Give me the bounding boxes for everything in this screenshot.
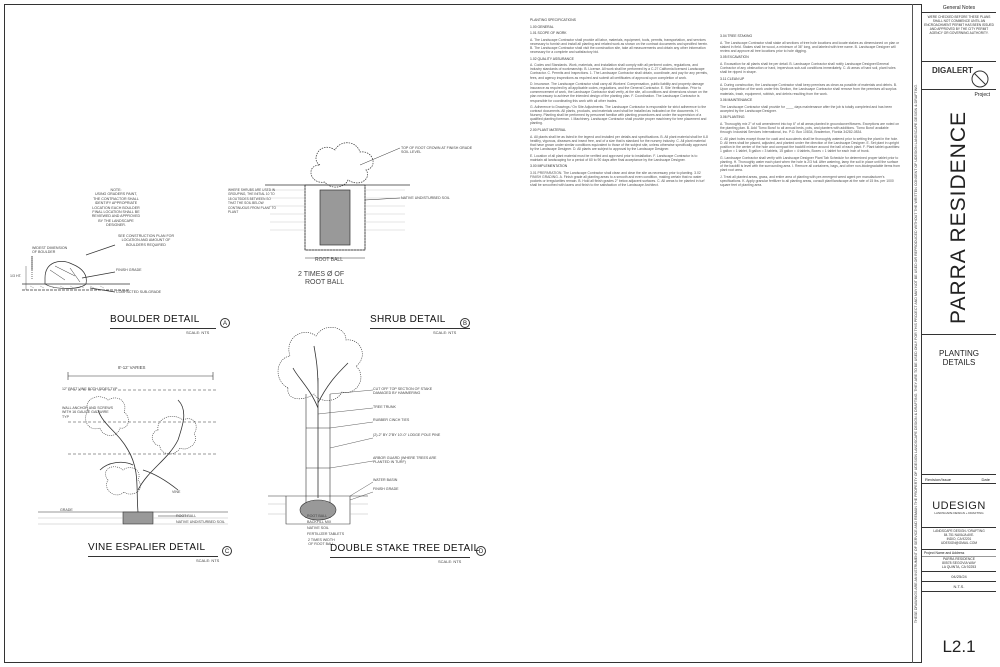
tree-cinch-label: RUBBER CINCH TIES bbox=[373, 418, 410, 422]
boulder-note-line: USING GRADERS PAINT, bbox=[94, 192, 138, 197]
digalert-logo bbox=[924, 63, 994, 89]
boulder-note-line: REVIEWED AND APPROVED bbox=[91, 214, 141, 219]
boulder-finish-grade-label: FINISH GRADE bbox=[116, 268, 142, 272]
shrub-title-underline bbox=[370, 328, 470, 329]
company-box bbox=[922, 484, 996, 528]
company-addr-line: LANDSCAPE DESIGN / DRAFTING bbox=[933, 529, 985, 533]
project-address-line: 80578 SEGOVIA WAY bbox=[942, 561, 976, 565]
project-label: Project bbox=[974, 92, 990, 98]
spec-paragraph: C. All plant holes except those for cacti and succulents shall be thoroughly watered prior to setting the plant in the hole. D. All trees shall be placed, adjusted, and planted under the direction of the Landscape Designer. E. Set plant in upright position in the center of the hole and compact the backfill mixture around the ball of each plant. F. Plant tablet quantities: 1 gallon = 1 tablet, 5 gallon = 3 tablets, 15 gallon = 4 tablets, Boxes = 1 tablet for each inch of trunk. bbox=[720, 136, 900, 154]
spec-heading: 3.11 CLEAN UP bbox=[720, 76, 745, 81]
boulder-note-line: BY THE LANDSCAPE bbox=[98, 218, 134, 223]
tree-cutoff-label: CUT OFF TOP SECTION OF STAKE DAMAGED BY HAMMERING bbox=[373, 387, 433, 396]
specs-column-1 bbox=[530, 18, 710, 638]
spec-paragraph: J. Treat all planted areas, grass, and entire area of planting with pre-emergent weed agent per manufacturer's specifications. K. Apply granular fertilizer to all planting areas, consult plant/landscape at the rate of 15 lbs. per 1000 square feet of planting area. bbox=[720, 174, 894, 187]
vine-detail-drawing bbox=[28, 370, 248, 530]
vine-scale: SCALE: NTS bbox=[196, 558, 220, 563]
tree-dim-line2: OF ROOT BALL bbox=[308, 542, 335, 547]
spec-paragraph: A. Thoroughly mix 2" of soil amendment into top 6" of all areas planted in groundcover/flowers. Exceptions are noted on the planting plan. B. Add 'Tomo Bond' to all annual beds, pots, and planters with additions. 'Tomo Bond' available through: Industrial Services International, Inc. P.O. Box 10834, Bradenton, Florida 34282-0834. bbox=[720, 122, 900, 135]
spec-heading: 3.06 PLANTING bbox=[720, 115, 745, 120]
boulder-note-line: THE CONTRACTOR SHALL bbox=[93, 196, 139, 201]
shrub-detail-drawing bbox=[260, 140, 460, 310]
spec-paragraph: 3.01 PREPARATION. The Landscape Contractor shall clean and clear the site as necessary prior to planting. 3.02 FINISH GRADING. A. Finish grade all planting areas to a smooth and even condition, making certain that no water pockets or irregularities remain. B. Hold all finish grades 2" below adjacent surfaces. C. All areas to be planted in turf shall be smoothed with lawns and finish to the satisfaction of the Landscape Architect. bbox=[530, 170, 705, 188]
digalert-box bbox=[922, 62, 996, 90]
spec-paragraph: G. Adherence to Drawings / On Site Adjustments. The Landscape Contractor is responsible for strict adherence to the contract documents. All plants, products, and materials used shall be installed as indicated on the documents. H. Nursery. Planting shall be performed by personnel familiar with planting procedures and under the supervision of a qualified planting foreman. I. Machinery. Landscape Contractor shall provide proper machinery for tree placement and planting. bbox=[530, 105, 707, 126]
spec-paragraph: A. During construction, the Landscape Contractor shall keep premises as clean as possible of materials and debris. B. Upon completion of the work under this Section, the Landscape Contractor shall remove from the premises all surplus materials, trash, equipment, rubbish, and debris resulting from the work. bbox=[720, 83, 897, 96]
vine-native-soil-label: NATIVE UNDISTURBED SOIL bbox=[176, 520, 225, 524]
revision-label: Revision/Issue bbox=[925, 477, 952, 482]
scale-row bbox=[922, 582, 996, 592]
tree-water-basin-label: WATER BASIN bbox=[373, 478, 398, 482]
sheet-number: L2.1 bbox=[942, 637, 976, 656]
boulder-note-line: FINAL LOCATION SHALL BE bbox=[92, 210, 140, 215]
scale-value: N.T.S. bbox=[953, 584, 965, 589]
spec-paragraph: A. The Landscape Contractor shall stake all sections of tree hole locations and locate stakes as dimensioned on plan or staked in field. Stakes shall be wood, a minimum of 36" long, and labeled with tree name. B. Landscape Designer will review and approve all tree locations prior to hole digging. bbox=[720, 40, 900, 53]
shrub-dim-line2: ROOT BALL bbox=[305, 279, 345, 286]
company-subtitle: LANDSCAPE DESIGN + DRAFTING bbox=[934, 511, 984, 515]
tree-scale: SCALE: NTS bbox=[438, 559, 462, 564]
company-addr-line: INDIO, CA 92201 bbox=[946, 537, 972, 541]
boulder-note-line: IDENTIFY APPROPRIATE bbox=[94, 201, 138, 206]
revision-row bbox=[922, 474, 996, 484]
spec-heading: PLANTING SPECIFICATIONS bbox=[530, 18, 576, 22]
date-value: 04/25/24 bbox=[951, 574, 967, 579]
tree-trunk-label: TREE TRUNK bbox=[373, 405, 396, 409]
spec-paragraph: E. Location of all plant material must be verified and approved prior to installation. F. Landscape Contractor is to maintain all landscaping for a period of 60 to 90 days after final acceptance by the Landscape Designer. bbox=[530, 153, 698, 162]
date-row bbox=[922, 572, 996, 582]
tree-pole-label: (2)-2" BY 2"BY 10'-0" LODGE POLE PINE bbox=[373, 433, 441, 437]
general-notes-heading: General Notes bbox=[922, 4, 996, 13]
spec-heading: 1.00 GENERAL bbox=[530, 24, 554, 29]
boulder-detail-marker: A bbox=[220, 318, 230, 328]
tree-finish-grade-label: FINISH GRADE bbox=[373, 487, 399, 491]
boulder-see-plan-label: SEE CONSTRUCTION PLAN FOR LOCATION AND AMOUNT OF BOULDERS REQUIRED bbox=[117, 234, 175, 247]
shrub-dim-line1: 2 TIMES Ø OF bbox=[298, 271, 345, 278]
shrub-detail-marker: B bbox=[460, 318, 470, 328]
boulder-detail-title: BOULDER DETAIL bbox=[110, 314, 200, 325]
spec-paragraph: A. Codes and Standards. Work, materials, and installation shall comply with all pertinent codes, regulations, and industry standards of workmanship. B. License. All work shall be performed by a C-27 California licensed Landscape Contractor. C. Permits and Inspections. 1. The Landscape Contractor shall obtain, coordinate, and pay for any permits, fees, and agency inspections as required and submit all certificates of approval upon completion of work. bbox=[530, 63, 708, 80]
tree-root-ball-label: ROOT BALL bbox=[307, 514, 328, 518]
boulder-title-underline bbox=[110, 328, 216, 329]
shrub-detail-title: SHRUB DETAIL bbox=[370, 314, 446, 325]
vine-label: VINE bbox=[172, 490, 181, 494]
boulder-scale: SCALE: NTS bbox=[186, 330, 210, 335]
spec-paragraph: G. Landscape Contractor shall verify with Landscape Designer Plant Tab Schedule for determined proper tablet prior to planting. H. Thoroughly water each plant when the hole is 2/3 full. After watering, lamp the soil in place until the surface of the backfill is level with the surrounding area. I. Remove all containers, bags, and other non-biodegradable items from plant root area. bbox=[720, 155, 900, 172]
tree-backfill-label: BACKFILL MIX bbox=[307, 520, 332, 524]
spec-heading: 2.00 PLANT MATERIAL bbox=[530, 128, 567, 133]
tree-arbor-guard-label: ARBOR GUARD (WHERE TREES ARE PLANTED IN TURF) bbox=[373, 456, 437, 465]
title-block bbox=[921, 4, 996, 663]
general-notes-text: WERE CHECKED BEFORE THESE PLANS SHALL NOT COMMENCE UNTIL AN ENCROACHMENT PERMIT HAS BEEN ISSUED AND APPROVED BY THE CITY PERMIT AGENCY OR GOVERNING AUTHORITY. bbox=[924, 15, 994, 35]
spec-heading: 1.02 QUALITY ASSURANCE bbox=[530, 56, 574, 61]
vine-title-underline bbox=[88, 556, 218, 557]
vine-detail-marker: C bbox=[222, 546, 232, 556]
divider bbox=[922, 334, 996, 335]
spec-paragraph: The Landscape Contractor shall provide for ____ days maintenance after the job is totally completed and has been accepted by the Landscape Designer. bbox=[720, 104, 893, 113]
date-label: Date bbox=[981, 477, 990, 482]
shrub-top-root-label: TOP OF ROOT CROWN AT FINISH GRADE SOIL LEVEL bbox=[401, 146, 473, 155]
copyright-text: THESE DRAWINGS ARE AN INSTRUMENT OF SERVICE AND REMAIN THE PROPERTY OF UDESIGN LANDSCAPE DESIGN & DRAFTING. THEY ARE TO BE USED ONLY FOR THIS PROJECT AND MAY NOT BE USED OR REPRODUCED WITHOUT THE WRITTEN CONSENT OF UDESIGN LANDSCAPE DESIGN & DRAFTING. bbox=[914, 83, 918, 623]
specs-column-2 bbox=[720, 34, 900, 634]
project-name-wrap bbox=[922, 99, 996, 324]
tree-fertilizer-label: FERTILIZER TABLETS bbox=[307, 532, 345, 536]
project-address-label: Project Name and Address bbox=[922, 550, 996, 557]
boulder-note-line: DESIGNER. bbox=[106, 223, 126, 228]
copyright-strip bbox=[912, 4, 921, 663]
spec-paragraph: A. Excavation for all plants shall be per detail. B. Landscape Contractor shall notify Landscape Designer/General Contractor of any obstruction or hard, impervious sub-soil conditions immediately. C. At areas of hard soil, plant holes shall be ripped in shape. bbox=[720, 61, 896, 75]
tree-detail-title: DOUBLE STAKE TREE DETAIL bbox=[330, 543, 480, 554]
vine-anchor-label: WALL ANCHOR AND SCREWS WITH 16 GAUGE GAL WIRE TYP bbox=[62, 406, 114, 419]
company-address bbox=[922, 528, 996, 550]
spec-paragraph: A. The Landscape Contractor shall provide all labor, materials, equipment, tools, permits, transportation, and services necessary to furnish and install all planting and related work as shown on the contract documents and specified herein. B. The Landscape Contractor shall visit the construction site, take all measurements and obtain any other information necessary for a complete and satisfactory bid. bbox=[530, 37, 709, 55]
shrub-native-soil-label: NATIVE UNDISTURBED SOIL bbox=[401, 196, 450, 200]
tree-native-soil-label: NATIVE SOIL bbox=[307, 526, 329, 530]
tree-detail-marker: D bbox=[476, 546, 486, 556]
boulder-compacted-label: COMPACTED SUB-GRADE bbox=[116, 290, 162, 294]
spec-heading: 1.01 SCOPE OF WORK bbox=[530, 31, 567, 36]
tree-title-underline bbox=[330, 557, 470, 558]
tree-dim-line1: 2 TIMES WIDTH bbox=[308, 538, 335, 542]
vine-root-ball-label: ROOT BALL bbox=[176, 514, 197, 518]
spec-paragraph: A. All plants shall be as listed in the legend and installed per details and specifications. B. All plant material shall be 6-8 healthy, vigorous, diseases and insect free, and of a size that is standard for the nursery industry. C. All plant material that have grown under similar conditions equivalent to those of the subject site, unless otherwise specifically approved by the Landscape Designer. D. All plants are subject to approval by the Landscape Designer. bbox=[530, 134, 708, 151]
vine-grade-label: GRADE bbox=[60, 508, 73, 512]
spec-heading: 3.05 EXCAVATION bbox=[720, 55, 749, 60]
spec-heading: 3.06 MAINTENANCE bbox=[720, 98, 753, 103]
tree-detail-drawing bbox=[258, 318, 378, 538]
general-notes-box bbox=[922, 4, 996, 62]
shrub-root-ball-label: ROOT BALL bbox=[315, 257, 343, 263]
vine-detail-title: VINE ESPALIER DETAIL bbox=[88, 542, 206, 553]
shrub-scale: SCALE: NTS bbox=[433, 330, 457, 335]
sheet-title: PLANTING DETAILS bbox=[938, 349, 979, 367]
boulder-dim-label: 1/3 HT. bbox=[10, 274, 22, 278]
boulder-note-line: NOTE: bbox=[110, 188, 122, 192]
spec-paragraph: D. Insurance. The Landscape Contractor shall carry all Workers' Compensation, public liability and property damage insurance as required by all applicable codes, regulations, and the General Contractor. E. Site Verification. Prior to commencement of work, the Landscape Contractor shall verify, at the site, all conditions and dimensions shown on the plan necessary to achieve the intended design of the planting plan. F. Coordination. The Landscape Contractor is responsible for coordinating this work with all other trades. bbox=[530, 82, 708, 103]
project-address-box bbox=[922, 550, 996, 572]
spec-heading: 3.04 TREE STAKING bbox=[720, 34, 753, 38]
boulder-note-line: LOCATION EACH BOULDER bbox=[92, 205, 140, 210]
boulder-note bbox=[76, 188, 156, 228]
spec-heading: 3.00 IMPLEMENTATION bbox=[530, 164, 568, 169]
project-address-line: LA QUINTA, CA 92253 bbox=[941, 565, 977, 569]
company-addr-line: UDESIGN@GMAIL.COM bbox=[941, 541, 977, 545]
project-name: PARRA RESIDENCE bbox=[947, 111, 970, 324]
company-name: UDESIGN bbox=[932, 500, 986, 512]
boulder-widest-label: WIDEST DIMENSION OF BOULDER bbox=[32, 246, 68, 255]
vine-varies-label: 8'-12' VARIES bbox=[118, 365, 146, 370]
shrub-grouping-note: WHERE SHRUBS ARE USED IN GROUPING, THE INITIAL 10 TO 18 OUTSIDES BETWEEN SO THAT THE SOIL BELOW CONTINUOUS FROM PLANT TO PLANT bbox=[228, 188, 276, 215]
svg-text:DIGALERT: DIGALERT bbox=[932, 66, 973, 75]
vine-past-label: 12" PAST VINE BOTH SIDES TYP bbox=[62, 387, 118, 391]
project-address-line: PARRA RESIDENCE bbox=[943, 557, 975, 561]
company-addr-line: 84-751 NAVAJA AVE. bbox=[943, 533, 975, 537]
